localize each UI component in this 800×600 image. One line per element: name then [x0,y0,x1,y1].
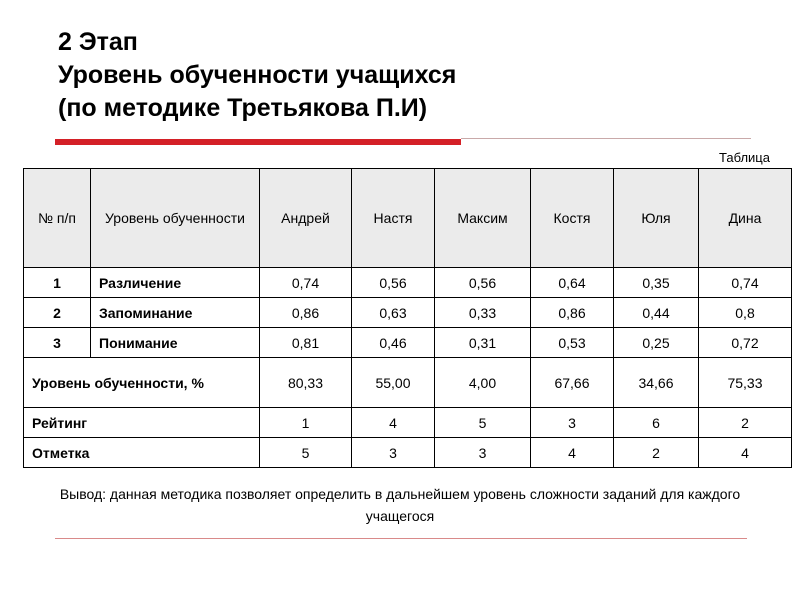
bottom-divider [55,538,747,539]
row-number: 1 [24,268,91,298]
cell-value: 2 [699,408,792,438]
summary-row-level-percent [24,358,792,408]
conclusion-text: Вывод: данная методика позволяет определить в дальнейшем уровень сложности заданий для каждого учащегося [59,486,741,524]
results-table [23,168,792,468]
row-criterion: Понимание [91,328,260,358]
cell-value: 3 [435,438,531,468]
cell-value: 3 [352,438,435,468]
cell-value: 0,63 [352,298,435,328]
cell-value: 55,00 [352,358,435,408]
cell-value: 0,86 [260,298,352,328]
cell-value: 0,25 [614,328,699,358]
row-number: 2 [24,298,91,328]
cell-value: 0,86 [531,298,614,328]
row-number: 3 [24,328,91,358]
summary-row-label: Рейтинг [24,408,260,438]
title-line-method: (по методике Третьякова П.И) [58,94,428,122]
cell-value: 6 [614,408,699,438]
title-underline-red [55,139,461,145]
cell-value: 2 [614,438,699,468]
cell-value: 5 [435,408,531,438]
cell-value: 0,35 [614,268,699,298]
header-number: № п/п [24,169,91,268]
cell-value: 34,66 [614,358,699,408]
cell-value: 0,31 [435,328,531,358]
header-level: Уровень обученности [91,169,260,268]
cell-value: 0,46 [352,328,435,358]
table-row [24,268,792,298]
cell-value: 1 [260,408,352,438]
cell-value: 4 [352,408,435,438]
summary-row-grade [24,438,792,468]
title-line-stage: 2 Этап [58,28,138,56]
cell-value: 4 [531,438,614,468]
cell-value: 4 [699,438,792,468]
cell-value: 0,8 [699,298,792,328]
cell-value: 80,33 [260,358,352,408]
cell-value: 0,44 [614,298,699,328]
cell-value: 0,56 [435,268,531,298]
row-criterion: Различение [91,268,260,298]
title-underline-gray [461,138,751,139]
cell-value: 4,00 [435,358,531,408]
cell-value: 0,53 [531,328,614,358]
summary-row-label: Отметка [24,438,260,468]
header-student-dina: Дина [699,169,792,268]
title-line-subject: Уровень обученности учащихся [58,61,457,89]
summary-row-label: Уровень обученности, % [24,358,260,408]
slide-title [58,26,456,125]
cell-value: 0,81 [260,328,352,358]
cell-value: 3 [531,408,614,438]
table-row [24,298,792,328]
cell-value: 0,33 [435,298,531,328]
row-criterion: Запоминание [91,298,260,328]
cell-value: 0,74 [260,268,352,298]
header-student-andrey: Андрей [260,169,352,268]
header-student-yulya: Юля [614,169,699,268]
table-header-row [24,169,792,268]
table-caption: Таблица [719,150,770,165]
cell-value: 0,56 [352,268,435,298]
header-student-nastya: Настя [352,169,435,268]
cell-value: 5 [260,438,352,468]
header-student-maxim: Максим [435,169,531,268]
cell-value: 0,72 [699,328,792,358]
cell-value: 0,74 [699,268,792,298]
summary-row-rating [24,408,792,438]
table-row [24,328,792,358]
header-student-kostya: Костя [531,169,614,268]
cell-value: 67,66 [531,358,614,408]
cell-value: 75,33 [699,358,792,408]
cell-value: 0,64 [531,268,614,298]
